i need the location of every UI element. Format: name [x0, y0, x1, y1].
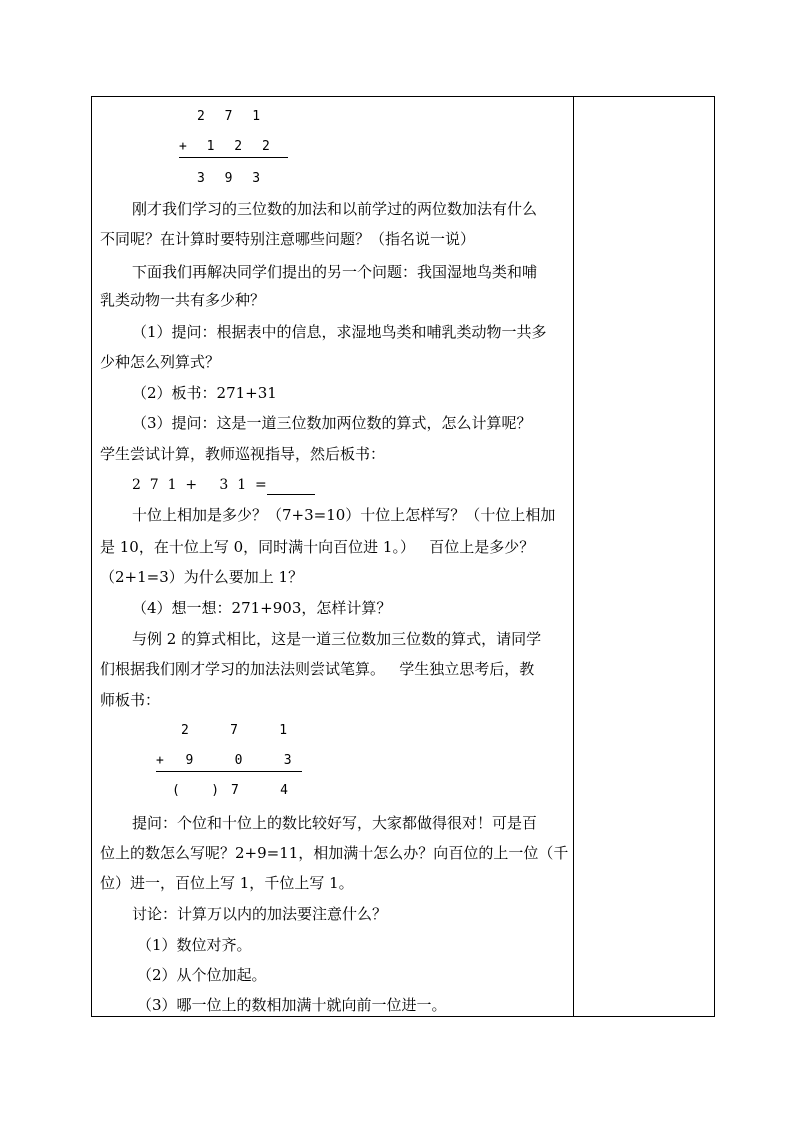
para1-line2: 不同呢？在计算时要特别注意哪些问题？（指名说一说）: [100, 230, 476, 248]
question1-line1: （1）提问：根据表中的信息，求湿地鸟类和哺乳类动物一共多: [132, 323, 547, 341]
para1-line1: 刚才我们学习的三位数的加法和以前学过的两位数加法有什么: [132, 200, 538, 218]
para3-line2: 是 10，在十位上写 0，同时满十向百位进 1。） 百位上是多少？: [100, 538, 535, 556]
para5-line2: 位上的数怎么写呢？2+9=11，相加满十怎么办？向百位的上一位（千: [100, 844, 569, 862]
para5-line3: 位）进一，百位上写 1，千位上写 1。: [100, 874, 354, 892]
discussion: 讨论：计算万以内的加法要注意什么？: [132, 905, 388, 923]
lesson-content-cell: [92, 97, 573, 1016]
para2-line1: 下面我们再解决同学们提出的另一个问题：我国湿地鸟类和哺: [132, 263, 538, 281]
point-2: （2）从个位加起。: [137, 966, 267, 984]
point-3: （3）哪一位上的数相加满十就向前一位进一。: [137, 996, 447, 1014]
para4-line3: 师板书：: [100, 691, 161, 709]
answer-blank: [267, 480, 315, 495]
question2: （2）板书：271+31: [132, 384, 277, 402]
question3-line2: 学生尝试计算，教师巡视指导，然后板书：: [100, 445, 386, 463]
point-1: （1）数位对齐。: [137, 936, 252, 954]
calc1-top: 2 7 1: [197, 109, 267, 124]
calc3-result: ( ) 7 4: [172, 783, 290, 798]
para4-line2: 们根据我们刚才学习的加法法则尝试笔算。 学生独立思考后，教: [100, 660, 535, 678]
calc2-equation: [132, 475, 315, 495]
question4: （4）想一想：271+903，怎样计算？: [132, 599, 392, 617]
lesson-table: [91, 96, 715, 1017]
calc1-result: 3 9 3: [197, 171, 267, 186]
calc3-addend: + 9 0 3: [156, 751, 302, 772]
question1-line2: 少种怎么列算式？: [100, 353, 221, 371]
para2-line2: 乳类动物一共有多少种？: [100, 291, 266, 309]
para5-line1: 提问：个位和十位上的数比较好写，大家都做得很对！可是百: [132, 814, 538, 832]
calc3-top: 2 7 1: [181, 723, 290, 738]
question3-line1: （3）提问：这是一道三位数加两位数的算式，怎么计算呢？: [132, 414, 532, 432]
calc1-addend: + 1 2 2: [179, 137, 288, 158]
calc2-expression: 2 7 1 + 3 1 =: [132, 477, 267, 493]
notes-cell: [574, 97, 714, 1016]
para3-line1: 十位上相加是多少？（7+3=10）十位上怎样写？（十位上相加: [132, 506, 556, 524]
para4-line1: 与例 2 的算式相比，这是一道三位数加三位数的算式，请同学: [132, 630, 542, 648]
para3-line3: （2+1=3）为什么要加上 1？: [100, 568, 304, 586]
